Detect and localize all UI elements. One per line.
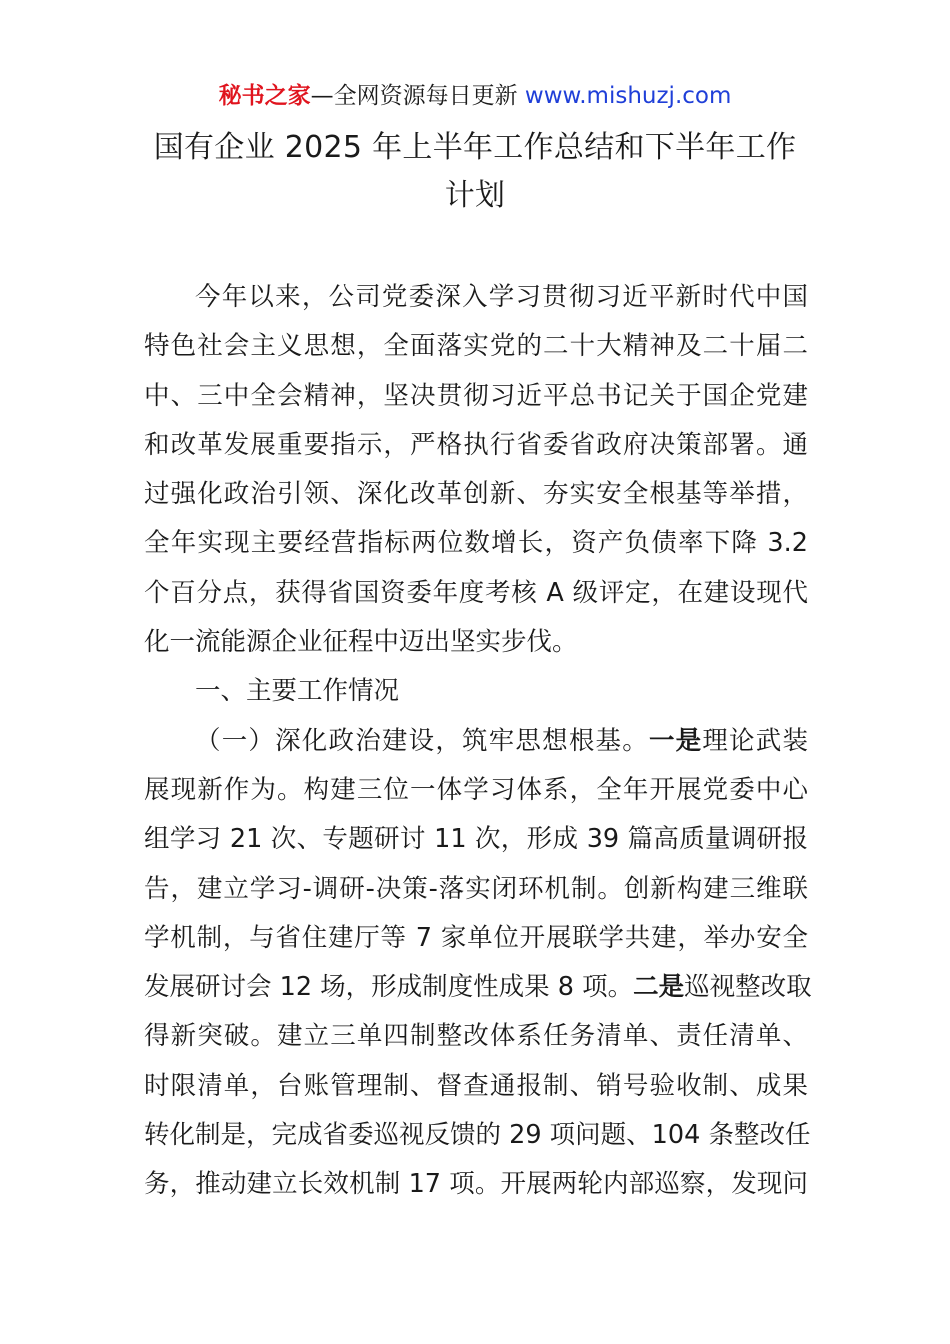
paragraph-section1-line: 告，建立学习-调研-决策-落实闭环机制。创新构建三维联 (144, 873, 808, 904)
section-heading: 一、主要工作情况 (195, 676, 400, 707)
subsection-heading: （一）深化政治建设，筑牢思想根基。 (195, 725, 649, 756)
paragraph-section1-line: 时限清单，台账管理制、督查通报制、销号验收制、成果 (144, 1070, 808, 1101)
paragraph-section1-line (144, 963, 812, 1012)
paragraph-section1-line (144, 717, 808, 766)
text-run: 理论武装 (702, 725, 808, 756)
site-tagline: —全网资源每日更新 (310, 83, 525, 109)
paragraph-intro-line: 全年实现主要经营指标两位数增长，资产负债率下降 3.2 (144, 528, 808, 559)
title-line-2: 计划 (444, 178, 506, 213)
paragraph-section1-line: 转化制是，完成省委巡视反馈的 29 项问题、104 条整改任 (144, 1120, 811, 1151)
document-body (144, 273, 812, 1210)
paragraph-intro-line: 中、三中全会精神，坚决贯彻习近平总书记关于国企党建 (144, 380, 808, 411)
paragraph-intro-line: 过强化政治引领、深化改革创新、夯实安全根基等举措， (144, 479, 808, 510)
paragraph-intro-line: 今年以来，公司党委深入学习贯彻习近平新时代中国 (195, 282, 808, 312)
title-line-1: 国有企业 2025 年上半年工作总结和下半年工作 (153, 130, 797, 165)
paragraph-section1-line: 得新突破。建立三单四制整改体系任务清单、责任清单、 (144, 1021, 808, 1052)
text-run: 巡视整改取 (684, 972, 812, 1003)
paragraph-section1-line: 务，推动建立长效机制 17 项。开展两轮内部巡察，发现问 (144, 1169, 808, 1200)
paragraph-section1-line: 展现新作为。构建三位一体学习体系，全年开展党委中心 (144, 774, 808, 805)
paragraph-intro-line: 和改革发展重要指示，严格执行省委省政府决策部署。通 (144, 429, 808, 460)
paragraph-intro-line: 特色社会主义思想，全面落实党的二十大精神及二十届二 (144, 331, 808, 362)
site-brand: 秘书之家 (218, 83, 311, 109)
site-header (0, 80, 950, 112)
emphasis-first: 一是 (648, 725, 703, 756)
document-title (120, 124, 830, 220)
paragraph-intro-line: 个百分点，获得省国资委年度考核 A 级评定，在建设现代 (144, 577, 808, 608)
paragraph-intro-line: 化一流能源企业征程中迈出坚实步伐。 (144, 627, 578, 658)
site-url-link[interactable]: www.mishuzj.com (524, 83, 732, 109)
paragraph-section1-line: 学机制，与省住建厅等 7 家单位开展联学共建，举办安全 (144, 922, 808, 953)
text-run: 发展研讨会 12 场，形成制度性成果 8 项。 (144, 972, 634, 1003)
paragraph-section1-line: 组学习 21 次、专题研讨 11 次，形成 39 篇高质量调研报 (144, 824, 808, 855)
emphasis-second: 二是 (633, 972, 685, 1003)
